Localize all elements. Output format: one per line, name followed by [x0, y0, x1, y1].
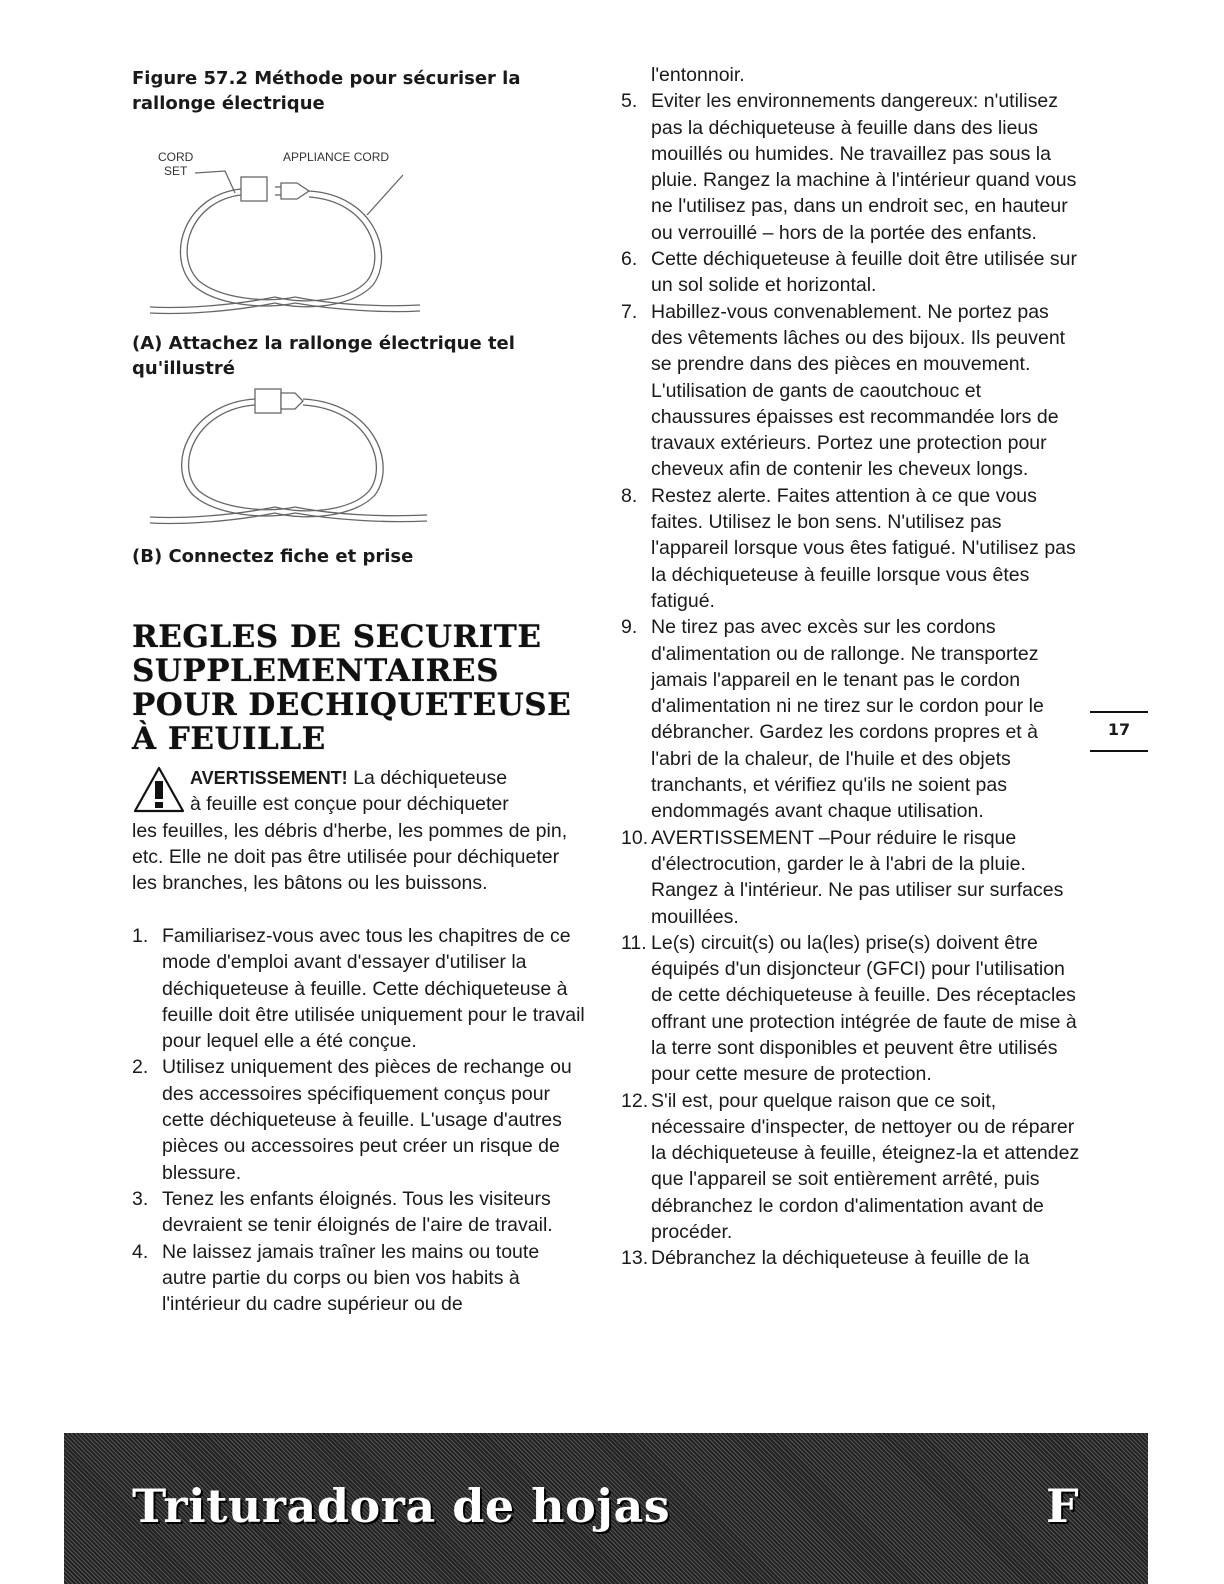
item-number: 11. — [621, 931, 647, 954]
warning-block — [132, 765, 587, 896]
cord-knot-diagram-b — [145, 385, 435, 535]
list-item — [621, 1088, 1083, 1246]
item-text: l'entonnoir. — [651, 64, 745, 86]
list-item — [621, 62, 1083, 88]
item-number: 3. — [132, 1187, 149, 1210]
item-text: Habillez-vous convenablement. Ne portez pas des vêtements lâches ou des bijoux. Ils peuvent se prendre dans des pièces en mouvement. L'utilisation de gants de caoutchouc et chaussures épaisses est recommandée lors de travaux extérieurs. Portez une protection pour cheveux afin de contenir les cheveux longs. — [651, 300, 1066, 481]
section-title: REGLES DE SECURITE SUPPLEMENTAIRES POUR DECHIQUETEUSE À FEUILLE — [132, 619, 572, 757]
item-text: Restez alerte. Faites attention à ce que vous faites. Utilisez le bon sens. N'utilisez pas l'appareil lorsque vous êtes fatigué. N'utilisez pas la déchiqueteuse à feuille lorsque vous êtes fatigué. — [651, 484, 1076, 612]
item-number: 10. — [621, 826, 649, 849]
figure-caption-b: (B) Connectez fiche et prise — [132, 546, 414, 567]
warning-text-rest: les feuilles, les débris d'herbe, les pommes de pin, etc. Elle ne doit pas être utilisée pour déchiqueter les branches, les bâtons ou les buissons. — [132, 819, 568, 895]
list-item — [621, 614, 1083, 824]
item-text: Utilisez uniquement des pièces de rechange ou des accessoires spécifiquement conçus pour cette déchiqueteuse à feuille. L'usage d'autres pièces ou accessoires peut créer un risque de blessure. — [162, 1056, 572, 1184]
warning-text-1: La déchiqueteuse — [347, 767, 508, 789]
warning-first-line — [132, 765, 587, 791]
list-item — [132, 1239, 587, 1318]
item-text: Le(s) circuit(s) ou la(les) prise(s) doivent être équipés d'un disjoncteur (GFCI) pour l'utilisation de cette déchiqueteuse à feuille. Des réceptacles offrant une protection intégrée de faute de mise à la terre sont disponibles et peuvent être utilisés pour cette mesure de protection. — [651, 931, 1077, 1086]
item-number: 7. — [621, 300, 638, 323]
item-text: AVERTISSEMENT –Pour réduire le risque d'électrocution, garder le à l'abri de la pluie. Rangez à l'intérieur. Ne pas utiliser sur surfaces mouillées. — [651, 826, 1064, 928]
list-item — [621, 299, 1083, 483]
list-item — [621, 88, 1083, 246]
page-number: 17 — [1107, 720, 1131, 739]
cord-knot-drawing-a — [145, 145, 435, 330]
item-number: 9. — [621, 616, 638, 639]
left-rules-list — [132, 923, 587, 1317]
list-item — [621, 825, 1083, 930]
item-text: Eviter les environnements dangereux: n'utilisez pas la déchiqueteuse à feuille dans des lieus mouillés ou humides. Ne travaillez pas sous la pluie. Rangez la machine à l'intérieur quand vous ne l'utilisez pas, dans un endroit sec, en hauteur ou verrouillé – hors de la portée des enfants. — [651, 90, 1077, 244]
footer-title: Trituradora de hojas — [132, 1479, 671, 1533]
item-number: 1. — [132, 925, 149, 947]
footer-section-letter: F — [1046, 1479, 1079, 1533]
list-item — [621, 246, 1083, 299]
warning-label: AVERTISSEMENT! — [190, 768, 348, 788]
warning-triangle-icon — [132, 765, 186, 815]
page-number-top-rule — [1090, 711, 1148, 713]
page-number-bottom-rule — [1090, 750, 1148, 752]
list-item — [132, 923, 587, 1054]
item-number: 12. — [621, 1089, 649, 1112]
cord-set-label-line1: CORD — [158, 150, 194, 164]
figure-caption-a: (A) Attachez la rallonge électrique tel qu'illustré — [132, 333, 515, 379]
item-number: 13. — [621, 1247, 649, 1270]
item-number: 6. — [621, 248, 638, 271]
item-text: Tenez les enfants éloignés. Tous les visiteurs devraient se tenir éloignés de l'aire de travail. — [162, 1187, 553, 1237]
item-text: Familiarisez-vous avec tous les chapitres de ce mode d'emploi avant d'essayer d'utiliser la déchiqueteuse à feuille. Cette déchiqueteuse à feuille doit être utilisée uniquement pour le travail pour lequel elle a été conçue. — [162, 925, 585, 1053]
list-item — [621, 930, 1083, 1088]
item-text: Cette déchiqueteuse à feuille doit être utilisée sur un sol solide et horizontal. — [651, 248, 1078, 297]
list-item — [132, 1054, 587, 1185]
figure-title: Figure 57.2 Méthode pour sécuriser la rallonge électrique — [132, 68, 521, 114]
right-rules-list — [621, 62, 1083, 1272]
list-item — [132, 1186, 587, 1239]
cord-knot-diagram-a — [145, 145, 435, 330]
list-item — [621, 483, 1083, 614]
item-number: 5. — [621, 90, 638, 113]
item-number: 2. — [132, 1056, 149, 1079]
item-text: Ne laissez jamais traîner les mains ou toute autre partie du corps ou bien vos habits à l'intérieur du cadre supérieur ou de — [162, 1240, 540, 1316]
item-text: S'il est, pour quelque raison que ce soit, nécessaire d'inspecter, de nettoyer ou de réparer la déchiqueteuse à feuille, éteignez-la et attendez que l'appareil se soit entièrement arrêté, puis débranchez le cordon d'alimentation avant de procéder. — [651, 1089, 1080, 1244]
cord-set-label-line2: SET — [164, 164, 188, 178]
cord-knot-drawing-b — [145, 385, 435, 535]
appliance-cord-label: APPLIANCE CORD — [283, 150, 390, 164]
item-text: Débranchez la déchiqueteuse à feuille de la — [651, 1247, 1030, 1270]
item-number: 4. — [132, 1240, 149, 1263]
item-text: Ne tirez pas avec excès sur les cordons d'alimentation ou de rallonge. Ne transportez jamais l'appareil en le tenant pas le cordon d'alimentation ni ne tirez sur le cordon pour le débrancher. Gardez les cordons propres et à l'abri de la chaleur, de l'huile et des objets tranchants, et vérifiez qu'ils ne soient pas endommagés avant chaque utilisation. — [651, 616, 1044, 823]
list-item — [621, 1245, 1083, 1271]
warning-text-2: à feuille est conçue pour déchiqueter — [190, 793, 509, 816]
item-number: 8. — [621, 484, 638, 507]
